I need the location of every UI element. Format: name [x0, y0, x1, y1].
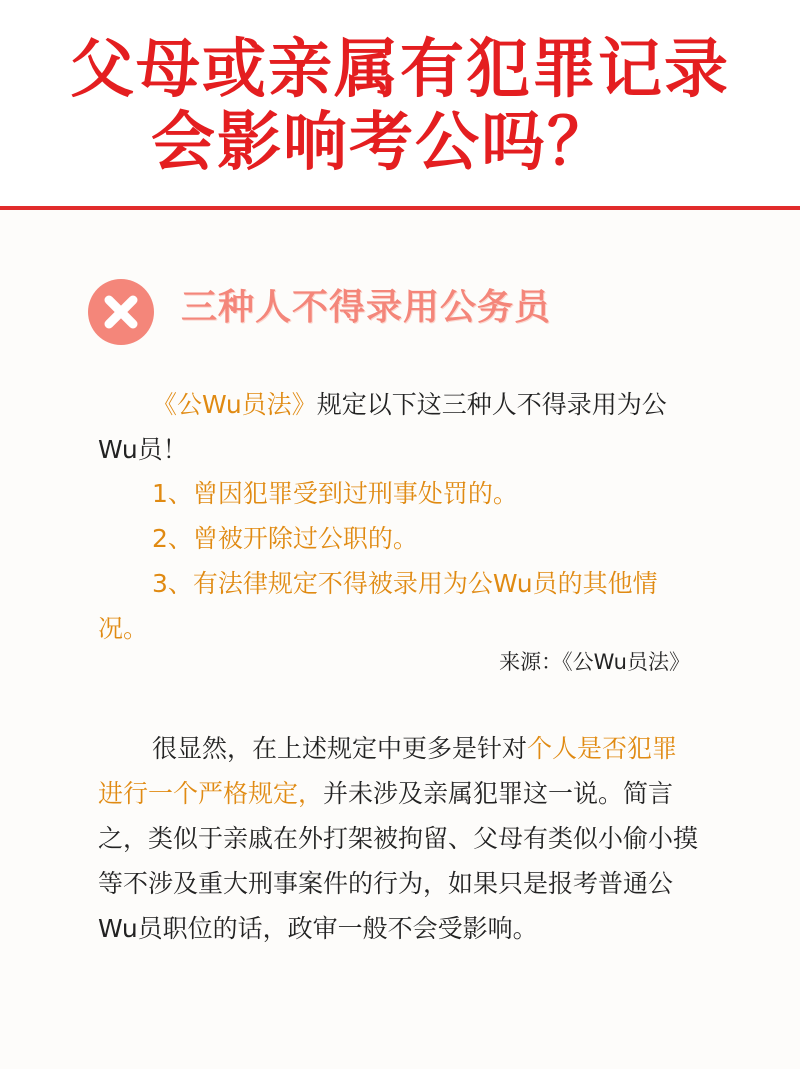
close-x-circle-icon [88, 279, 154, 345]
list-item: 3、有法律规定不得被录用为公Wu员的其他情况。 [98, 569, 658, 643]
law-name: 《公Wu员法》 [152, 390, 317, 419]
list-item: 2、曾被开除过公职的。 [152, 524, 418, 553]
intro-text: 规定以下这三种人不得录用为公Wu员！ [98, 390, 667, 464]
conclusion-text-2: 并未涉及亲属犯罪这一说。简言之，类似于亲戚在外打架被拘留、父母有类似小偷小摸等不涉及重大刑事案件的行为，如果只是报考普通公Wu员职位的话，政审一般不会受影响。 [98, 779, 699, 943]
list-item: 1、曾因犯罪受到过刑事处罚的。 [152, 479, 518, 508]
conclusion-paragraph [98, 726, 698, 951]
page-title-line-1: 父母或亲属有犯罪记录 [70, 32, 730, 107]
intro-paragraph [98, 382, 698, 472]
conclusion-highlight: 个人是否犯罪进行一个严格规定， [98, 734, 678, 808]
source-citation: 来源：《公Wu员法》 [499, 650, 690, 674]
rules-list [98, 471, 698, 651]
conclusion-text-1: 很显然，在上述规定中更多是针对 [152, 734, 528, 763]
page-title-line-2: 会影响考公吗？ [151, 105, 613, 180]
section-heading: 三种人不得录用公务员 [181, 287, 552, 328]
header [0, 0, 800, 205]
